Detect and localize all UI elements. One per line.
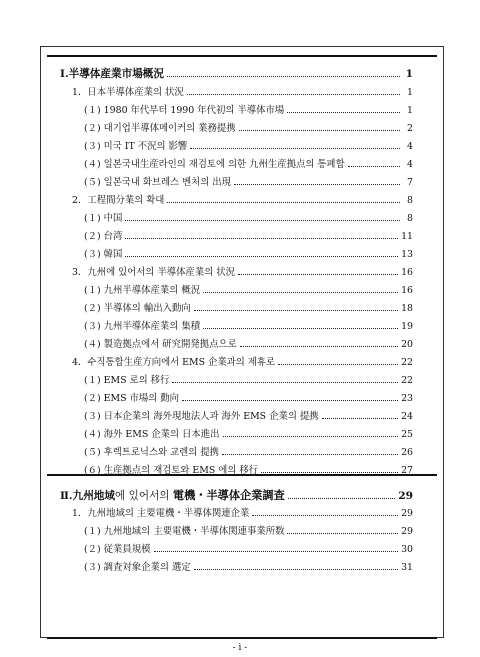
toc-entry-page: 16 bbox=[401, 285, 413, 296]
dot-leader bbox=[167, 76, 400, 77]
toc-title-part: 에 있어서의 bbox=[115, 490, 173, 502]
toc-entry bbox=[0, 316, 480, 332]
toc-entry bbox=[0, 64, 480, 80]
dot-leader bbox=[203, 328, 398, 329]
toc-entry-page: 30 bbox=[401, 544, 413, 555]
toc-entry bbox=[0, 172, 480, 188]
toc-entry bbox=[0, 370, 480, 386]
toc-entry-title: (５) 후렉트로닉스와 교렌의 提携 bbox=[84, 447, 219, 458]
toc-entry bbox=[0, 136, 480, 152]
toc-entry-title: (３) 미국 IT 不況의 影響 bbox=[84, 141, 188, 152]
dot-leader bbox=[182, 400, 398, 401]
toc-entry bbox=[0, 334, 480, 350]
page-number-footer: - i - bbox=[232, 643, 248, 653]
dot-leader bbox=[234, 184, 400, 185]
toc-entry-title: 4．수직통합生産方向에서 EMS 企業과의 제휴로 bbox=[72, 357, 276, 368]
toc-entry bbox=[0, 298, 480, 314]
toc-entry-title: (３) 九州半導体産業의 集積 bbox=[84, 321, 201, 332]
dot-leader bbox=[223, 436, 399, 437]
toc-entry-title: Ⅰ.半導体産業市場概況 bbox=[60, 68, 164, 80]
toc-entry-page: 29 bbox=[398, 490, 413, 502]
toc-entry-title: 1．九州地域의 主要電機・半導体関連企業 bbox=[72, 508, 250, 519]
toc-entry-title: (６) 生産拠点의 재검토와 EMS 에의 移行 bbox=[84, 465, 259, 476]
dot-leader bbox=[125, 220, 400, 221]
toc-entry-title: (１) 九州地域의 主要電機・半導体関連事業所数 bbox=[84, 526, 285, 537]
dot-leader bbox=[238, 274, 398, 275]
toc-entry bbox=[0, 442, 480, 458]
toc-entry bbox=[0, 557, 480, 573]
toc-entry-page: 8 bbox=[407, 195, 413, 206]
dot-leader bbox=[222, 454, 398, 455]
toc-entry bbox=[0, 352, 480, 368]
dot-leader bbox=[288, 498, 395, 499]
dot-leader bbox=[203, 292, 398, 293]
dot-leader bbox=[261, 472, 398, 473]
dot-leader bbox=[194, 310, 398, 311]
toc-entry bbox=[0, 503, 480, 519]
toc-entry-page: 11 bbox=[401, 231, 413, 242]
toc-entry-title: (２) 대기업半導体메이커의 業務提携 bbox=[84, 123, 236, 134]
toc-entry bbox=[0, 190, 480, 206]
toc-entry-page: 29 bbox=[401, 508, 413, 519]
toc-entry-title: (１) 中国 bbox=[84, 213, 123, 224]
toc-entry bbox=[0, 406, 480, 422]
dot-leader bbox=[287, 533, 398, 534]
toc-entry-page: 22 bbox=[401, 357, 413, 368]
toc-entry bbox=[0, 244, 480, 260]
toc-entry bbox=[0, 460, 480, 476]
dot-leader bbox=[125, 256, 398, 257]
toc-entry bbox=[0, 486, 480, 502]
toc-entry-title: 1．日本半導体産業의 状況 bbox=[72, 87, 184, 98]
dot-leader bbox=[240, 346, 398, 347]
toc-entry-title: (２) 半導体의 輸出入動向 bbox=[84, 303, 191, 314]
toc-entry-title: 3．九州에 있어서의 半導体産業의 状況 bbox=[72, 267, 235, 278]
dot-leader bbox=[287, 112, 400, 113]
toc-entry-title: (２) 台湾 bbox=[84, 231, 123, 242]
toc-entry-title: (４) 海外 EMS 企業의 日本進出 bbox=[84, 429, 220, 440]
toc-entry-page: 16 bbox=[401, 267, 413, 278]
toc-entry-page: 20 bbox=[401, 339, 413, 350]
toc-entry-title: (２) EMS 市場의 動向 bbox=[84, 393, 180, 404]
dot-leader bbox=[252, 515, 398, 516]
toc-entry-title: (１) 九州半導体産業의 概況 bbox=[84, 285, 201, 296]
dot-leader bbox=[190, 148, 400, 149]
toc-entry bbox=[0, 208, 480, 224]
toc-entry-page: 1 bbox=[407, 87, 413, 98]
bottom-rule bbox=[47, 637, 437, 639]
dot-leader bbox=[154, 551, 399, 552]
toc-entry-page: 1 bbox=[407, 105, 413, 116]
toc-entry-page: 1 bbox=[405, 68, 413, 80]
toc-entry-page: 27 bbox=[401, 465, 413, 476]
toc-entry-title bbox=[60, 490, 285, 502]
toc-entry-page: 29 bbox=[401, 526, 413, 537]
dot-leader bbox=[348, 166, 400, 167]
toc-entry-title: (３) 調査対象企業의 選定 bbox=[84, 562, 191, 573]
dot-leader bbox=[172, 382, 398, 383]
toc-entry-title: (５) 일본국내 화브레스 벤처의 出現 bbox=[84, 177, 231, 188]
toc-entry-title: (３) 日本企業의 海外現地法人과 海外 EMS 企業의 提携 bbox=[84, 411, 319, 422]
toc-entry-page: 4 bbox=[407, 141, 413, 152]
toc-entry-page: 23 bbox=[401, 393, 413, 404]
dot-leader bbox=[167, 202, 400, 203]
toc-entry-page: 22 bbox=[401, 375, 413, 386]
dot-leader bbox=[322, 418, 398, 419]
dot-leader bbox=[194, 569, 398, 570]
toc-entry bbox=[0, 262, 480, 278]
toc-entry bbox=[0, 280, 480, 296]
toc-entry bbox=[0, 100, 480, 116]
toc-entry bbox=[0, 82, 480, 98]
toc-entry-title: (２) 従業員規模 bbox=[84, 544, 151, 555]
toc-entry-page: 25 bbox=[401, 429, 413, 440]
toc-entry-page: 7 bbox=[407, 177, 413, 188]
toc-title-part: 電機・半導体企業調査 bbox=[172, 488, 285, 502]
top-rule bbox=[47, 55, 437, 57]
toc-entry-page: 4 bbox=[407, 159, 413, 170]
toc-entry bbox=[0, 226, 480, 242]
toc-entry-page: 2 bbox=[407, 123, 413, 134]
toc-entry bbox=[0, 424, 480, 440]
dot-leader bbox=[239, 130, 400, 131]
dot-leader bbox=[278, 364, 398, 365]
toc-entry-page: 26 bbox=[401, 447, 413, 458]
dot-leader bbox=[125, 238, 398, 239]
toc-entry-page: 18 bbox=[401, 303, 413, 314]
toc-entry-page: 13 bbox=[401, 249, 413, 260]
toc-entry-page: 31 bbox=[401, 562, 413, 573]
toc-entry-title: (１) EMS 로의 移行 bbox=[84, 375, 170, 386]
toc-entry-title: (１) 1980 年代부터 1990 年代初의 半導体市場 bbox=[84, 105, 285, 116]
toc-entry-page: 19 bbox=[401, 321, 413, 332]
toc-entry-title: 2．工程間分業의 확대 bbox=[72, 195, 165, 206]
dot-leader bbox=[187, 94, 400, 95]
toc-entry-title: (４) 製造拠点에서 研究開発拠点으로 bbox=[84, 339, 237, 350]
toc-entry bbox=[0, 118, 480, 134]
toc-entry bbox=[0, 154, 480, 170]
toc-entry bbox=[0, 539, 480, 555]
toc-entry-title: (４) 일본국내生産라인의 재검토에 의한 九州生産拠点의 통폐합 bbox=[84, 159, 345, 170]
toc-title-part: Ⅱ.九州地域 bbox=[60, 490, 115, 502]
toc-entry-page: 8 bbox=[407, 213, 413, 224]
toc-entry-title: (３) 韓国 bbox=[84, 249, 123, 260]
toc-entry bbox=[0, 521, 480, 537]
toc-entry bbox=[0, 388, 480, 404]
toc-entry-page: 24 bbox=[401, 411, 413, 422]
